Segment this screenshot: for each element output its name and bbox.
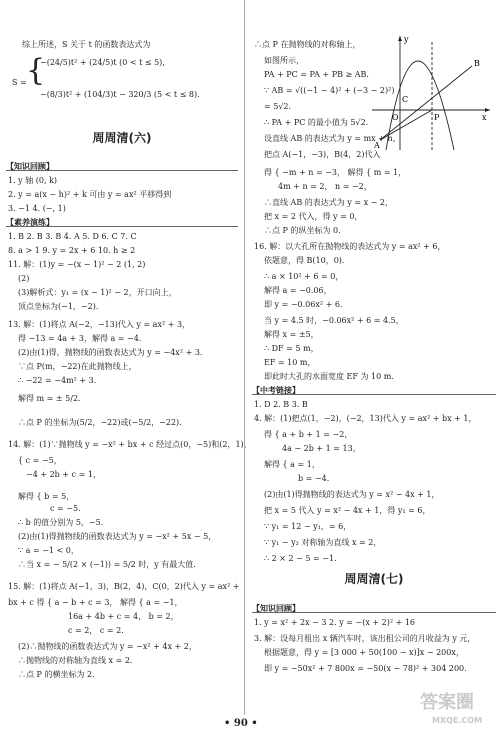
- text-line: 11. 解：(1)y = −(x − 1)² − 2 (1, 2): [8, 260, 146, 269]
- text-line: ∴ DF = 5 m，: [264, 344, 319, 353]
- segment-pa: [380, 110, 432, 140]
- text-line: ∴ a × 10² + 6 = 0，: [264, 272, 344, 281]
- text-line: 把 x = 2 代入，得 y = 0，: [264, 212, 363, 221]
- text-line: ∵点 P(m，−22)在此抛物线上，: [18, 362, 137, 371]
- piecewise-brace: {: [26, 53, 46, 88]
- section-rule: [6, 170, 238, 171]
- text-line: 2. y = a(x − h)² + k 可由 y = ax² 平移得到: [8, 190, 172, 199]
- text-line: 3. 解：设每月租出 x 辆汽车时，该出租公司的月收益为 y 元，: [254, 634, 476, 643]
- text-line: 8. a > 1 9. y = 2x + 6 10. h ≥ 2: [8, 246, 136, 255]
- text-line: 把 x = 5 代入 y = x² − 4x + 1，得 y₁ = 6，: [264, 506, 431, 515]
- section-rule: [6, 226, 238, 227]
- section-title: 周周清(六): [92, 131, 152, 145]
- text-line: (2)由(1)得抛物线的表达式为 y = x² − 4x + 1，: [264, 490, 440, 499]
- text-line: 1. B 2. B 3. B 4. A 5. D 6. C 7. C: [8, 232, 137, 241]
- text-line: (2)由(1)得，抛物线的函数表达式为 y = −4x² + 3.: [18, 348, 203, 357]
- text-line: 解得 x = ±5，: [264, 330, 319, 339]
- text-line: ∴点 P 的横坐标为 2.: [18, 670, 95, 679]
- text-line: −(8/3)t² + (104/3)t − 320/3 (5 < t ≤ 8).: [40, 90, 200, 99]
- point-p-label: P: [434, 113, 440, 122]
- text-line: ∴点 P 在抛物线的对称轴上，: [254, 40, 361, 49]
- text-line: −(24/5)t² + (24/5)t (0 < t ≤ 5),: [40, 58, 165, 67]
- section-heading: 【中考链接】: [252, 386, 300, 395]
- text-line: 如图所示，: [264, 56, 304, 65]
- text-line: 4a − 2b + 1 = 13，: [282, 444, 361, 453]
- column-divider: [244, 0, 245, 715]
- text-line: 根据题意，得 y = [3 000 + 50(100 − x)]x − 200x，: [264, 648, 464, 657]
- text-line: b = −4.: [298, 474, 330, 483]
- parabola-curve: [386, 61, 454, 150]
- text-line: 16. 解：以大孔所在抛物线的表达式为 y = ax² + 6，: [254, 242, 446, 251]
- point-a-label: A: [374, 141, 380, 150]
- section-title: 周周清(七): [344, 572, 404, 586]
- section-heading: 【素养演练】: [6, 218, 54, 227]
- section-rule: [252, 612, 496, 613]
- text-line: 1. y = x² + 2x − 3 2. y = −(x + 2)² + 16: [254, 618, 416, 627]
- text-line: S =: [12, 78, 27, 87]
- text-line: 13. 解：(1)将点 A(−2，−13)代入 y = ax² + 3，: [8, 320, 191, 329]
- watermark-logo: 答案圈: [420, 692, 474, 713]
- x-axis-label: x: [482, 113, 487, 122]
- text-line: (2)由(1)得抛物线的函数表达式为 y = −x² + 5x − 5，: [18, 532, 217, 541]
- text-line: PA + PC = PA + PB ≥ AB.: [264, 70, 369, 79]
- text-line: 1. D 2. B 3. B: [254, 400, 308, 409]
- text-line: 1. y 轴 (0, k): [8, 176, 58, 185]
- text-line: 顶点坐标为(−1，−2).: [18, 302, 99, 311]
- line-ab: [380, 66, 472, 140]
- text-line: { c = −5，: [18, 456, 62, 465]
- text-line: ∴ −22 = −4m² + 3.: [18, 376, 97, 385]
- text-line: ∴ b 的值分别为 5，−5.: [18, 518, 104, 527]
- text-line: 4m + n = 2， n = −2，: [278, 182, 372, 191]
- text-line: 即此时大孔的水面宽度 EF 为 10 m.: [264, 372, 394, 381]
- text-line: ∴点 P 的坐标为(5/2，−22)或(−5/2，−22).: [18, 418, 182, 427]
- text-line: ∴抛物线的对称轴为直线 x = 2.: [18, 656, 133, 665]
- text-line: ∵ y₁ − y₂ 对称轴为直线 x = 2，: [264, 538, 382, 547]
- text-line: ∵ y₁ = 12 − y₁，= 6，: [264, 522, 352, 531]
- watermark-url: MXQE.COM: [432, 716, 483, 725]
- text-line: ∴直线 AB 的表达式为 y = x − 2，: [264, 198, 393, 207]
- point-c-label: C: [402, 95, 409, 104]
- text-line: ∵ AB = √((−1 − 4)² + (−3 − 2)²): [264, 86, 395, 95]
- text-line: 14. 解：(1)∵抛物线 y = −x² + bx + c 经过点(0，−5)和(2，1)，: [8, 440, 252, 449]
- text-line: ∵ a = −1 < 0，: [18, 546, 79, 555]
- text-line: (2): [18, 274, 30, 283]
- text-line: (3)解析式：y₁ = (x − 1)² − 2，开口向上，: [18, 288, 177, 297]
- text-line: 当 y = 4.5 时，−0.06x² + 6 = 4.5，: [264, 316, 404, 325]
- text-line: 即 y = −50x² + 7 800x = −50(x − 78)² + 304 200.: [264, 664, 467, 673]
- text-line: ∴当 x = − 5/(2 × (−1)) = 5/2 时，y 有最大值.: [18, 560, 196, 569]
- text-line: −4 + 2b + c = 1，: [26, 470, 101, 479]
- text-line: 即 y = −0.06x² + 6.: [264, 300, 343, 309]
- text-line: ∴ PA + PC 的最小值为 5√2.: [264, 118, 369, 127]
- text-line: 依题意，得 B(10，0).: [264, 256, 345, 265]
- page-number: • 90 •: [224, 718, 258, 729]
- text-line: (2)∴抛物线的函数表达式为 y = −x² + 4x + 2，: [18, 642, 197, 651]
- text-line: 得 { −m + n = −3， 解得 { m = 1，: [264, 168, 407, 177]
- y-axis-label: y: [404, 35, 409, 44]
- text-line: c = 2， c = 2.: [68, 626, 124, 635]
- text-line: 把点 A(−1，−3)，B(4，2)代入: [264, 150, 381, 159]
- text-line: 3. −1 4. (−, 1): [8, 204, 66, 213]
- text-line: 得 −13 = 4a + 3，解得 a = −4.: [18, 334, 142, 343]
- text-line: bx + c 得 { a − b + c = 3， 解得 { a = −1，: [8, 598, 183, 607]
- text-line: c = −5.: [50, 504, 81, 513]
- parabola-graph: [372, 32, 492, 152]
- text-line: 综上所述，S 关于 t 的函数表达式为: [22, 40, 151, 49]
- text-line: = 5√2.: [264, 102, 292, 111]
- text-line: ∴ 2 × 2 − 5 = −1.: [264, 554, 337, 563]
- text-line: 设直线 AB 的表达式为 y = mx + n，: [264, 134, 401, 143]
- text-line: 解得 m = ± 5/2.: [18, 394, 81, 403]
- section-heading: 【知识回顾】: [6, 162, 54, 171]
- text-line: 16a + 4b + c = 4， b = 2，: [68, 612, 179, 621]
- text-line: ∴点 P 的纵坐标为 0.: [264, 226, 341, 235]
- text-line: 得 { a + b + 1 = −2，: [264, 430, 353, 439]
- point-b-label: B: [474, 59, 480, 68]
- text-line: 解得 a = −0.06，: [264, 286, 332, 295]
- origin-label: O: [392, 113, 399, 122]
- section-rule: [252, 394, 496, 395]
- text-line: 4. 解：(1)把点(1，−2)，(−2，13)代入 y = ax² + bx + 1，: [254, 414, 477, 423]
- text-line: EF = 10 m，: [264, 358, 316, 367]
- text-line: 解得 { b = 5，: [18, 492, 75, 501]
- text-line: 解得 { a = 1，: [264, 460, 320, 469]
- section-heading: 【知识回顾】: [252, 604, 300, 613]
- text-line: 15. 解：(1)将点 A(−1，3)，B(2，4)，C(0，2)代入 y = ax² +: [8, 582, 240, 591]
